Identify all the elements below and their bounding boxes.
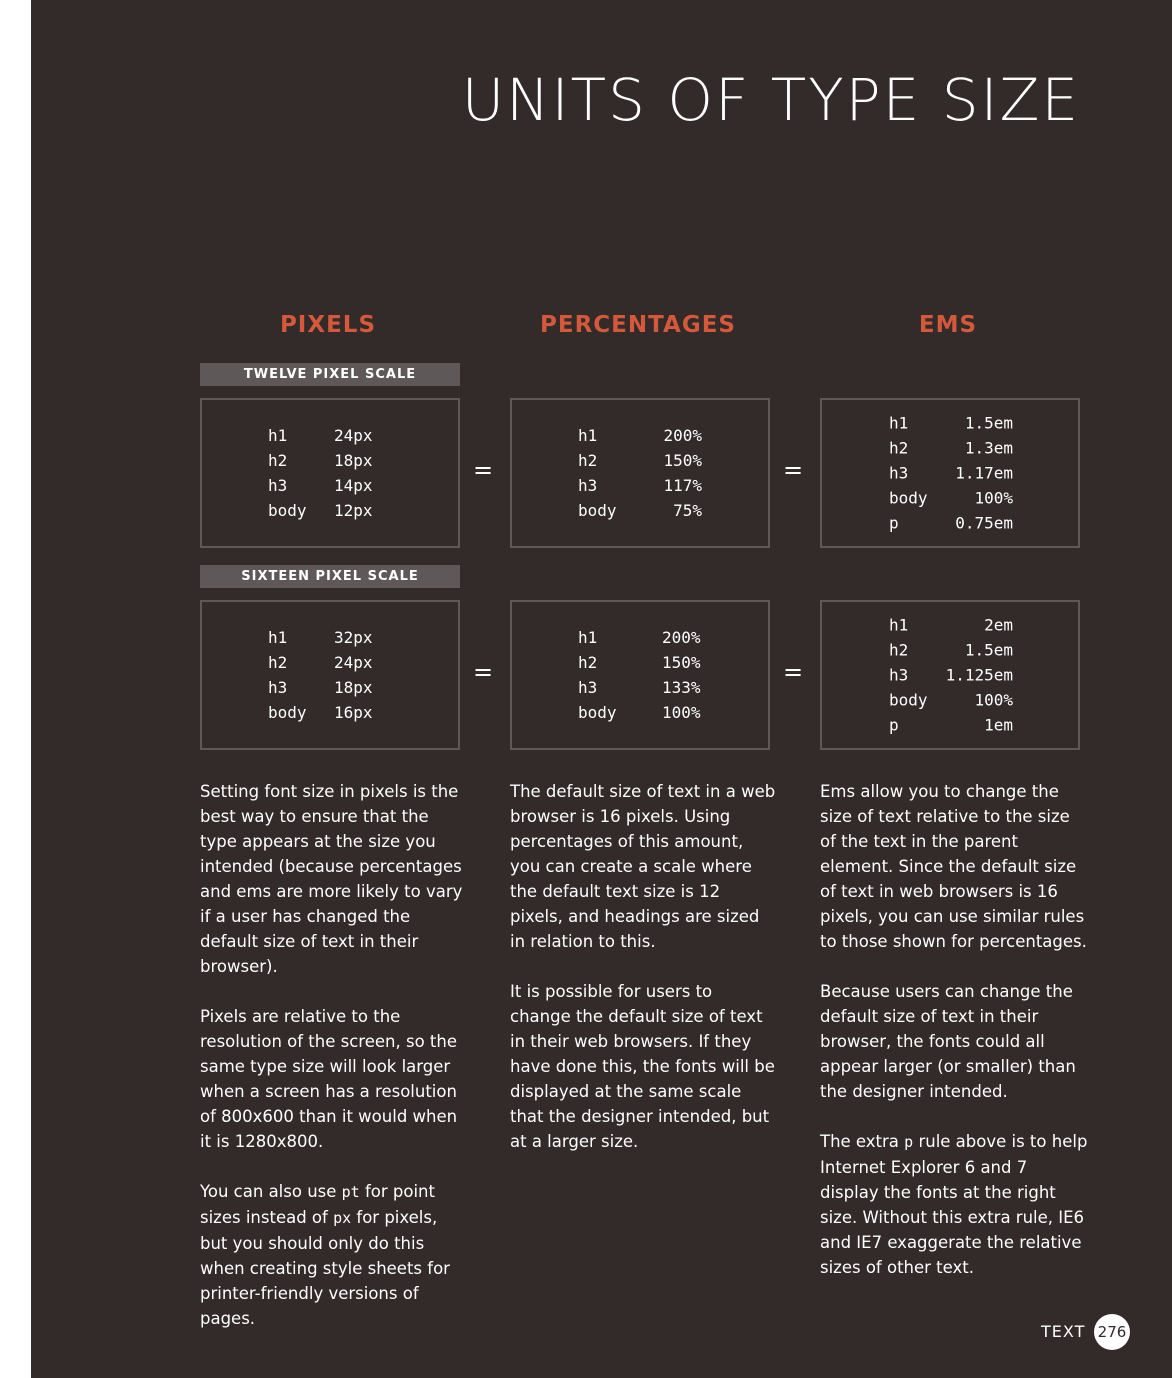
selector: h3	[889, 665, 909, 685]
size-value: 14px	[334, 476, 373, 495]
percentages-heading: PERCENTAGES	[540, 312, 736, 338]
size-value: 1.125em	[945, 665, 1013, 685]
selector: h3	[889, 463, 909, 483]
rule-row	[268, 650, 373, 675]
selector: h2	[268, 451, 288, 470]
selector: body	[578, 501, 617, 520]
rule-list	[889, 411, 1013, 536]
size-value: 1.17em	[955, 463, 1013, 483]
paragraph: Because users can change the default size of text in their browser, the fonts could all appear larger (or smaller) than the designer intended.	[820, 982, 1076, 1101]
rule-list	[578, 625, 701, 725]
rule-row	[889, 613, 1013, 638]
twelve-pixel-scale-label: TWELVE PIXEL SCALE	[200, 363, 460, 386]
equals-sign: =	[783, 658, 804, 686]
page-number: 276	[1094, 1314, 1130, 1350]
selector: p	[889, 715, 899, 735]
rule-row	[268, 675, 373, 700]
rule-row	[889, 436, 1013, 461]
rule-row	[889, 713, 1013, 738]
selector: h3	[578, 476, 598, 495]
size-value: 1.5em	[964, 640, 1013, 660]
selector: h3	[268, 476, 288, 495]
equals-sign: =	[473, 658, 494, 686]
page-title: UNITS OF TYPE SIZE	[461, 66, 1080, 134]
selector: h2	[889, 438, 909, 458]
selector: h1	[889, 615, 909, 635]
paragraph: Ems allow you to change the size of text relative to the size of the text in the parent element. Since the default size of text in web browsers is 16 pixels, you can use similar rules to those shown for percentages.	[820, 782, 1087, 951]
pixels-description	[200, 779, 468, 1356]
inline-code: px	[333, 1209, 352, 1227]
sixteen-pixel-scale-label: SIXTEEN PIXEL SCALE	[200, 565, 460, 588]
selector: h2	[889, 640, 909, 660]
inline-code: pt	[341, 1183, 360, 1201]
selector: body	[268, 501, 307, 520]
selector: body	[889, 488, 928, 508]
selector: h3	[268, 678, 288, 697]
size-value: 150%	[663, 451, 702, 470]
rule-row	[268, 448, 373, 473]
selector: body	[268, 703, 307, 722]
selector: h1	[268, 426, 288, 445]
selector: h1	[578, 628, 598, 647]
selector: body	[578, 703, 617, 722]
size-value: 24px	[334, 426, 373, 445]
size-value: 200%	[663, 426, 702, 445]
rule-row	[578, 675, 701, 700]
size-value: 100%	[662, 703, 701, 722]
twelve-percentages-box	[510, 398, 770, 548]
rule-row	[889, 638, 1013, 663]
size-value: 24px	[334, 653, 373, 672]
rule-row	[578, 448, 702, 473]
percentages-description	[510, 779, 778, 1179]
ems-description	[820, 779, 1088, 1305]
inline-code: p	[904, 1133, 914, 1151]
selector: h1	[889, 413, 909, 433]
sixteen-ems-box	[820, 600, 1080, 750]
sixteen-pixels-box	[200, 600, 460, 750]
selector: h2	[578, 451, 598, 470]
rule-list	[889, 613, 1013, 738]
rule-row	[268, 473, 373, 498]
section-label: TEXT	[1041, 1322, 1086, 1341]
rule-row	[578, 700, 701, 725]
size-value: 0.75em	[955, 513, 1013, 533]
size-value: 2em	[984, 615, 1013, 635]
rule-list	[578, 423, 702, 523]
rule-row	[889, 688, 1013, 713]
size-value: 1.5em	[964, 413, 1013, 433]
rule-row	[889, 486, 1013, 511]
size-value: 1em	[984, 715, 1013, 735]
pixels-heading: PIXELS	[279, 312, 377, 338]
selector: h2	[268, 653, 288, 672]
size-value: 200%	[662, 628, 701, 647]
rule-row	[268, 423, 373, 448]
paragraph: You can also use pt for point sizes instead of px for pixels, but you should only do this when creating style sheets for printer-friendly versions of pages.	[200, 1182, 450, 1328]
rule-list	[268, 625, 373, 725]
size-value: 100%	[974, 488, 1013, 508]
size-value: 150%	[662, 653, 701, 672]
selector: p	[889, 513, 899, 533]
rule-row	[889, 511, 1013, 536]
twelve-pixels-box	[200, 398, 460, 548]
paragraph: The default size of text in a web browser is 16 pixels. Using percentages of this amount, you can create a scale where the default text size is 12 pixels, and headings are sized in relation to this.	[510, 782, 776, 951]
size-value: 18px	[334, 451, 373, 470]
rule-row	[578, 473, 702, 498]
rule-row	[268, 700, 373, 725]
size-value: 100%	[974, 690, 1013, 710]
selector: h3	[578, 678, 598, 697]
selector: h1	[268, 628, 288, 647]
page	[31, 0, 1172, 1378]
rule-list	[268, 423, 373, 523]
paragraph: The extra p rule above is to help Internet Explorer 6 and 7 display the fonts at the right size. Without this extra rule, IE6 and IE7 exaggerate the relative sizes of other text.	[820, 1132, 1088, 1277]
size-value: 1.3em	[964, 438, 1013, 458]
rule-row	[578, 650, 701, 675]
equals-sign: =	[473, 456, 494, 484]
rule-row	[578, 423, 702, 448]
selector: h2	[578, 653, 598, 672]
twelve-ems-box	[820, 398, 1080, 548]
size-value: 117%	[663, 476, 702, 495]
rule-row	[889, 663, 1013, 688]
ems-heading: EMS	[918, 312, 978, 338]
paragraph: Pixels are relative to the resolution of the screen, so the same type size will look larger when a screen has a resolution of 800x600 than it would when it is 1280x800.	[200, 1007, 458, 1151]
size-value: 12px	[334, 501, 373, 520]
sixteen-percentages-box	[510, 600, 770, 750]
rule-row	[578, 625, 701, 650]
rule-row	[578, 498, 702, 523]
size-value: 32px	[334, 628, 373, 647]
rule-row	[268, 498, 373, 523]
equals-sign: =	[783, 456, 804, 484]
selector: body	[889, 690, 928, 710]
rule-row	[268, 625, 373, 650]
paragraph: Setting font size in pixels is the best way to ensure that the type appears at the size you intended (because percentages and ems are more likely to vary if a user has changed the default size of text in their browser).	[200, 782, 463, 976]
size-value: 16px	[334, 703, 373, 722]
size-value: 75%	[673, 501, 702, 520]
size-value: 18px	[334, 678, 373, 697]
rule-row	[889, 461, 1013, 486]
size-value: 133%	[662, 678, 701, 697]
selector: h1	[578, 426, 598, 445]
paragraph: It is possible for users to change the default size of text in their web browsers. If they have done this, the fonts will be displayed at the same scale that the designer intended, but at a larger size.	[510, 982, 775, 1151]
rule-row	[889, 411, 1013, 436]
